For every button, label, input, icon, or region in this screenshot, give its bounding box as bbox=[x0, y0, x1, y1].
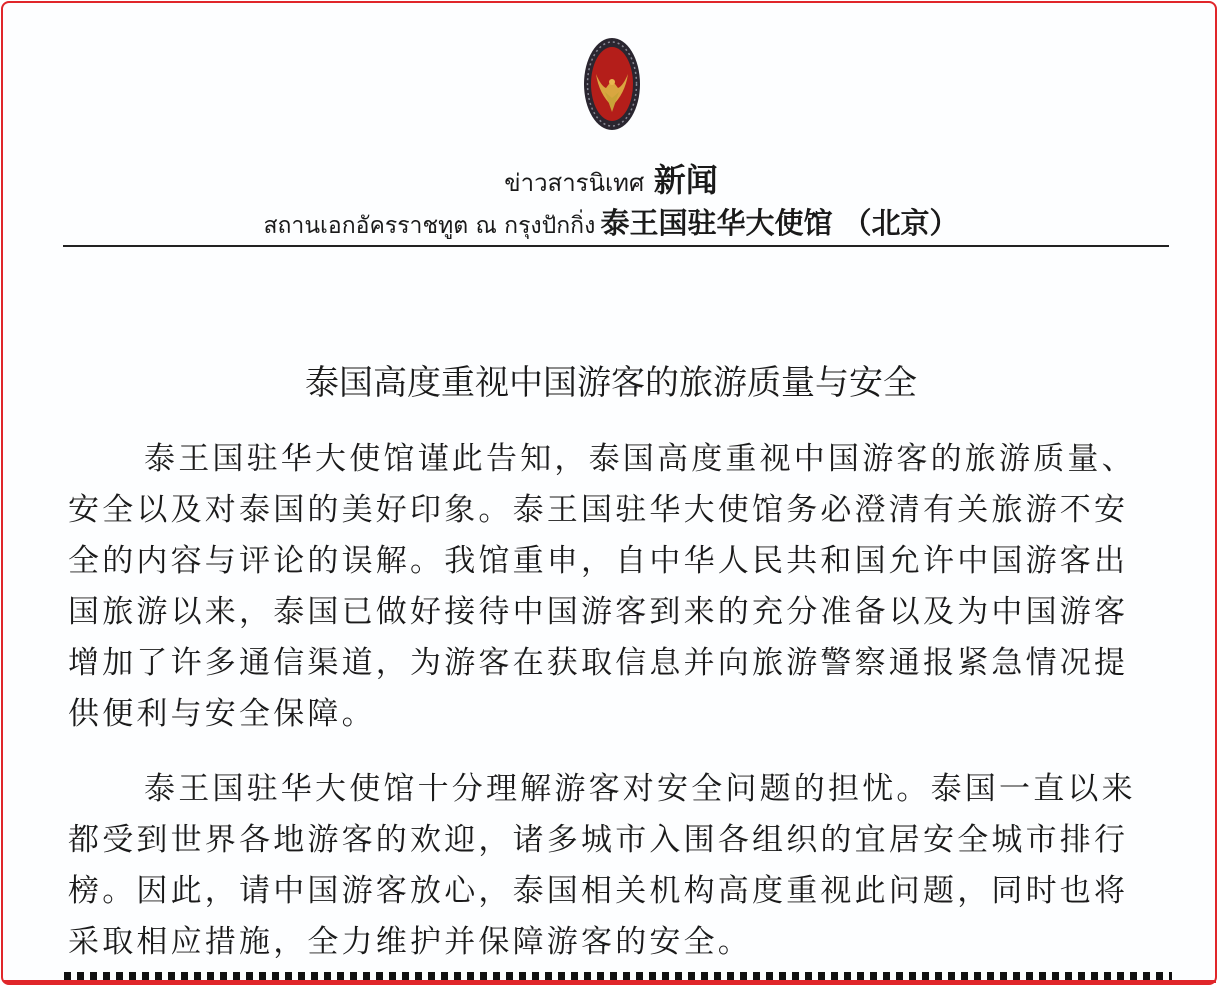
header-thai-news: ข่าวสารนิเทศ bbox=[504, 169, 645, 197]
document-title: 泰国高度重视中国游客的旅游质量与安全 bbox=[305, 363, 917, 403]
paragraph-line: 安全以及对泰国的美好印象。泰王国驻华大使馆务必澄清有关旅游不安 bbox=[68, 492, 1129, 528]
paragraph-line: 供便利与安全保障。 bbox=[68, 696, 376, 732]
paragraph-line: 泰王国驻华大使馆十分理解游客对安全问题的担忧。泰国一直以来 bbox=[144, 771, 1136, 807]
header-divider bbox=[63, 245, 1169, 247]
header-news-line bbox=[0, 160, 1222, 203]
paragraph-2 bbox=[68, 764, 1168, 968]
garuda-emblem-icon bbox=[583, 36, 641, 132]
paragraph-line: 增加了许多通信渠道，为游客在获取信息并向旅游警察通报紧急情况提 bbox=[68, 645, 1129, 681]
bottom-border-accent bbox=[4, 980, 1216, 983]
paragraph-1 bbox=[68, 434, 1168, 740]
paragraph-line: 采取相应措施，全力维护并保障游客的安全。 bbox=[68, 924, 752, 960]
paragraph-line: 泰王国驻华大使馆谨此告知，泰国高度重视中国游客的旅游质量、 bbox=[144, 441, 1136, 477]
header-embassy-line bbox=[0, 203, 1222, 248]
header-thai-embassy: สถานเอกอัครราชทูต ณ กรุงปักกิ่ง bbox=[263, 213, 596, 239]
paragraph-line: 全的内容与评论的误解。我馆重申，自中华人民共和国允许中国游客出 bbox=[68, 543, 1129, 579]
paragraph-line: 国旅游以来，泰国已做好接待中国游客到来的充分准备以及为中国游客 bbox=[68, 594, 1129, 630]
header-chinese-embassy: 泰王国驻华大使馆 （北京） bbox=[600, 206, 959, 240]
header-chinese-news: 新闻 bbox=[653, 161, 718, 199]
paragraph-line: 都受到世界各地游客的欢迎，诸多城市入围各组织的宜居安全城市排行 bbox=[68, 822, 1129, 858]
paragraph-line: 榜。因此，请中国游客放心，泰国相关机构高度重视此问题，同时也将 bbox=[68, 873, 1129, 909]
dotted-divider bbox=[64, 972, 1172, 980]
